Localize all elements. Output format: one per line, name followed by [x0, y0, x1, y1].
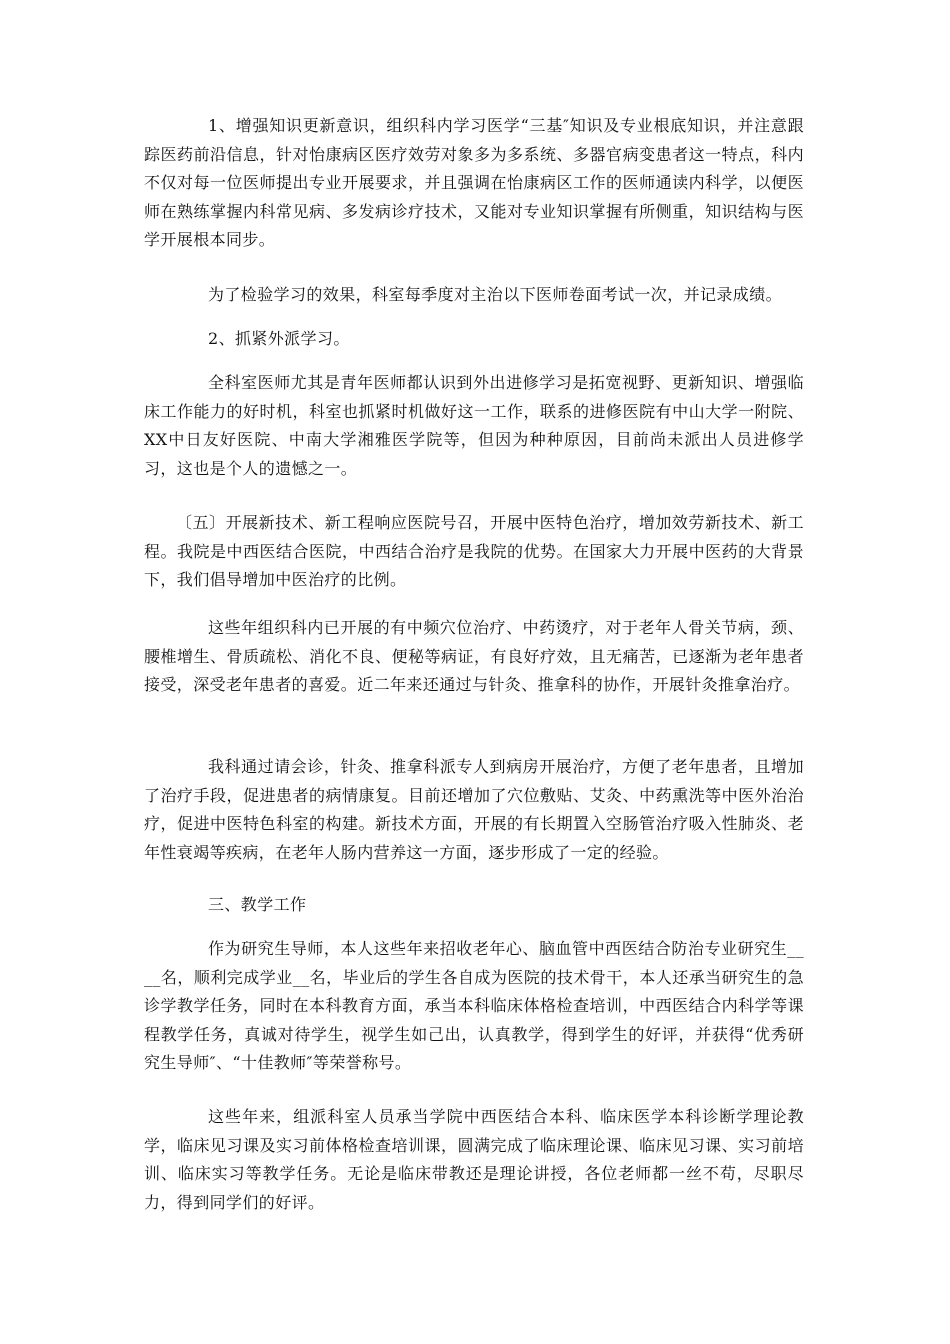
- paragraph-tcm-therapy: 这些年组织科内已开展的有中频穴位治疗、中药烫疗，对于老年人骨关节病，颈、腰椎增生、骨质疏松、消化不良、便秘等病证，有良好疗效，且无痛苦，已逐渐为老年患者接受，深受老年患者的喜爱。近二年来还通过与针灸、推拿科的协作，开展针灸推拿治疗。: [144, 618, 804, 695]
- paragraph-external-study: 全科室医师尤其是青年医师都认识到外出进修学习是拓宽视野、更新知识、增强临床工作能力的好时机，科室也抓紧时机做好这一工作，联系的进修医院有中山大学一附院、XX中日友好医院、中南大学湘雅医学院等，但因为种种原因，目前尚未派出人员进修学习，这也是个人的遗憾之一。: [144, 373, 804, 478]
- paragraph-new-technology: 〔五〕开展新技术、新工程响应医院号召，开展中医特色治疗，增加效劳新技术、新工程。我院是中西医结合医院，中西结合治疗是我院的优势。在国家大力开展中医药的大背景下，我们倡导增加中医治疗的比例。: [144, 513, 804, 590]
- paragraph-exam-check: 为了检验学习的效果，科室每季度对主治以下医师卷面考试一次，并记录成绩。: [208, 285, 783, 304]
- paragraph-teaching-tasks: 这些年来，组派科室人员承当学院中西医结合本科、临床医学本科诊断学理论教学，临床见习课及实习前体格检查培训课，圆满完成了临床理论课、临床见习课、实习前培训、临床实习等教学任务。无论是临床带教还是理论讲授，各位老师都一丝不苟，尽职尽力，得到同学们的好评。: [144, 1107, 804, 1212]
- paragraph-consultation: 我科通过请会诊，针灸、推拿科派专人到病房开展治疗，方便了老年患者，且增加了治疗手段，促进患者的病情康复。目前还增加了穴位敷贴、艾灸、中药熏洗等中医外治治疗，促进中医特色科室的构建。新技术方面，开展的有长期置入空肠管治疗吸入性肺炎、老年性衰竭等疾病，在老年人肠内营养这一方面，逐步形成了一定的经验。: [144, 757, 804, 862]
- section-heading-teaching: 三、教学工作: [208, 895, 307, 914]
- paragraph-knowledge-update: 1、增强知识更新意识，组织科内学习医学“三基″知识及专业根底知识，并注意跟踪医药前沿信息，针对怡康病区医疗效劳对象多为多系统、多器官病变患者这一特点，科内不仅对每一位医师提出专业开展要求，并且强调在怡康病区工作的医师通读内科学，以便医师在熟练掌握内科常见病、多发病诊疗技术，又能对专业知识掌握有所侧重，知识结构与医学开展根本同步。: [144, 116, 804, 250]
- paragraph-graduate-supervision: 作为研究生导师，本人这些年来招收老年心、脑血管中西医结合防治专业研究生____名，顺利完成学业__名，毕业后的学生各自成为医院的技术骨干，本人还承当研究生的急诊学教学任务，同时在本科教育方面，承当本科临床体格检查培训，中西医结合内科学等课程教学任务，真诚对待学生，视学生如己出，认真教学，得到学生的好评，并获得“优秀研究生导师″、“十佳教师″等荣誉称号。: [144, 939, 804, 1073]
- paragraph-external-study-heading: 2、抓紧外派学习。: [208, 329, 350, 348]
